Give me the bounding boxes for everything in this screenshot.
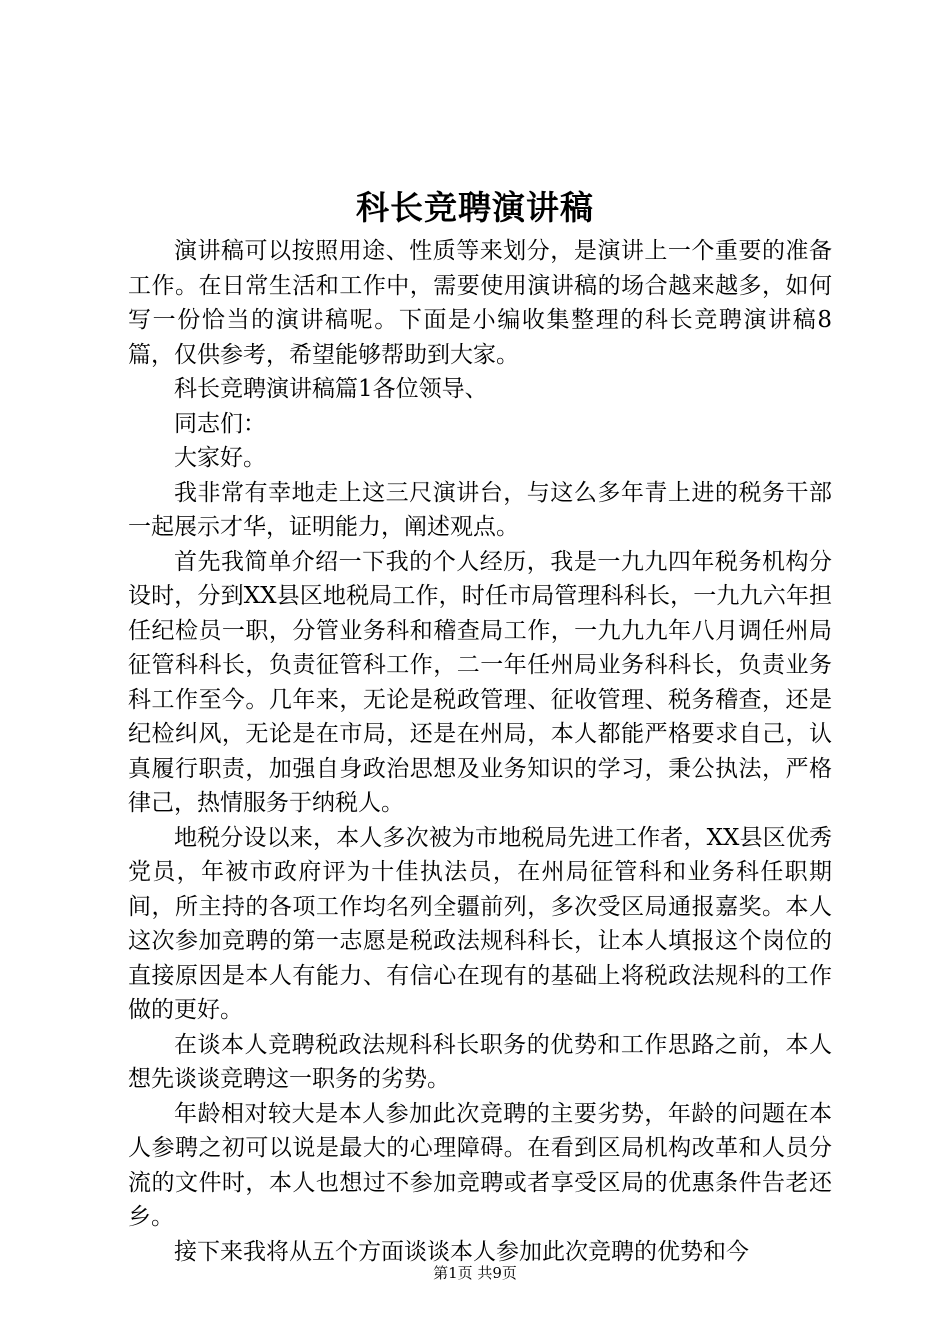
paragraph-intro: 演讲稿可以按照用途、性质等来划分，是演讲上一个重要的准备工作。在日常生活和工作中，需要使用演讲稿的场合越来越多，如何写一份恰当的演讲稿呢。下面是小编收集整理的科长竞聘演讲稿8篇，仅供参考，希望能够帮助到大家。 — [128, 238, 832, 368]
document-title: 科长竞聘演讲稿 — [356, 188, 594, 227]
paragraph-continuation: 接下来我将从五个方面谈谈本人参加此次竞聘的优势和今 — [174, 1238, 749, 1265]
page-footer: 第1页 共9页 — [433, 1264, 517, 1282]
paragraph-salutation: 同志们： — [174, 410, 266, 437]
paragraph-disadvantage: 年龄相对较大是本人参加此次竞聘的主要劣势，年龄的问题在本人参聘之初可以说是最大的心理障碍。在看到区局机构改革和人员分流的文件时，本人也想过不参加竞聘或者享受区局的优惠条件告老还乡。 — [128, 1100, 832, 1230]
paragraph-experience: 首先我简单介绍一下我的个人经历，我是一九九四年税务机构分设时，分到XX县区地税局工作，时任市局管理科科长，一九九六年担任纪检员一职，分管业务科和稽查局工作，一九九九年八月调任州局征管科科长，负责征管科工作，二一年任州局业务科科长，负责业务科工作至今。几年来，无论是税政管理、征收管理、税务稽查，还是纪检纠风，无论是在市局，还是在州局，本人都能严格要求自己，认真履行职责，加强自身政治思想及业务知识的学习，秉公执法，严格律己，热情服务于纳税人。 — [128, 548, 832, 816]
document-body — [128, 234, 832, 1269]
paragraph-greeting: 大家好。 — [174, 445, 266, 471]
paragraph-achievements: 地税分设以来，本人多次被为市地税局先进工作者，XX县区优秀党员，年被市政府评为十佳执法员，在州局征管科和业务科任职期间，所主持的各项工作均名列全疆前列，多次受区局通报嘉奖。本人这次参加竞聘的第一志愿是税政法规科科长，让本人填报这个岗位的直接原因是本人有能力、有信心在现有的基础上将税政法规科的工作做的更好。 — [128, 824, 832, 1023]
paragraph-speech-heading: 科长竞聘演讲稿篇1各位领导、 — [174, 376, 488, 402]
paragraph-transition: 在谈本人竞聘税政法规科科长职务的优势和工作思路之前，本人想先谈谈竞聘这一职务的劣势。 — [128, 1031, 832, 1092]
paragraph-opening: 我非常有幸地走上这三尺演讲台，与这么多年青上进的税务干部一起展示才华，证明能力，阐述观点。 — [128, 479, 832, 540]
